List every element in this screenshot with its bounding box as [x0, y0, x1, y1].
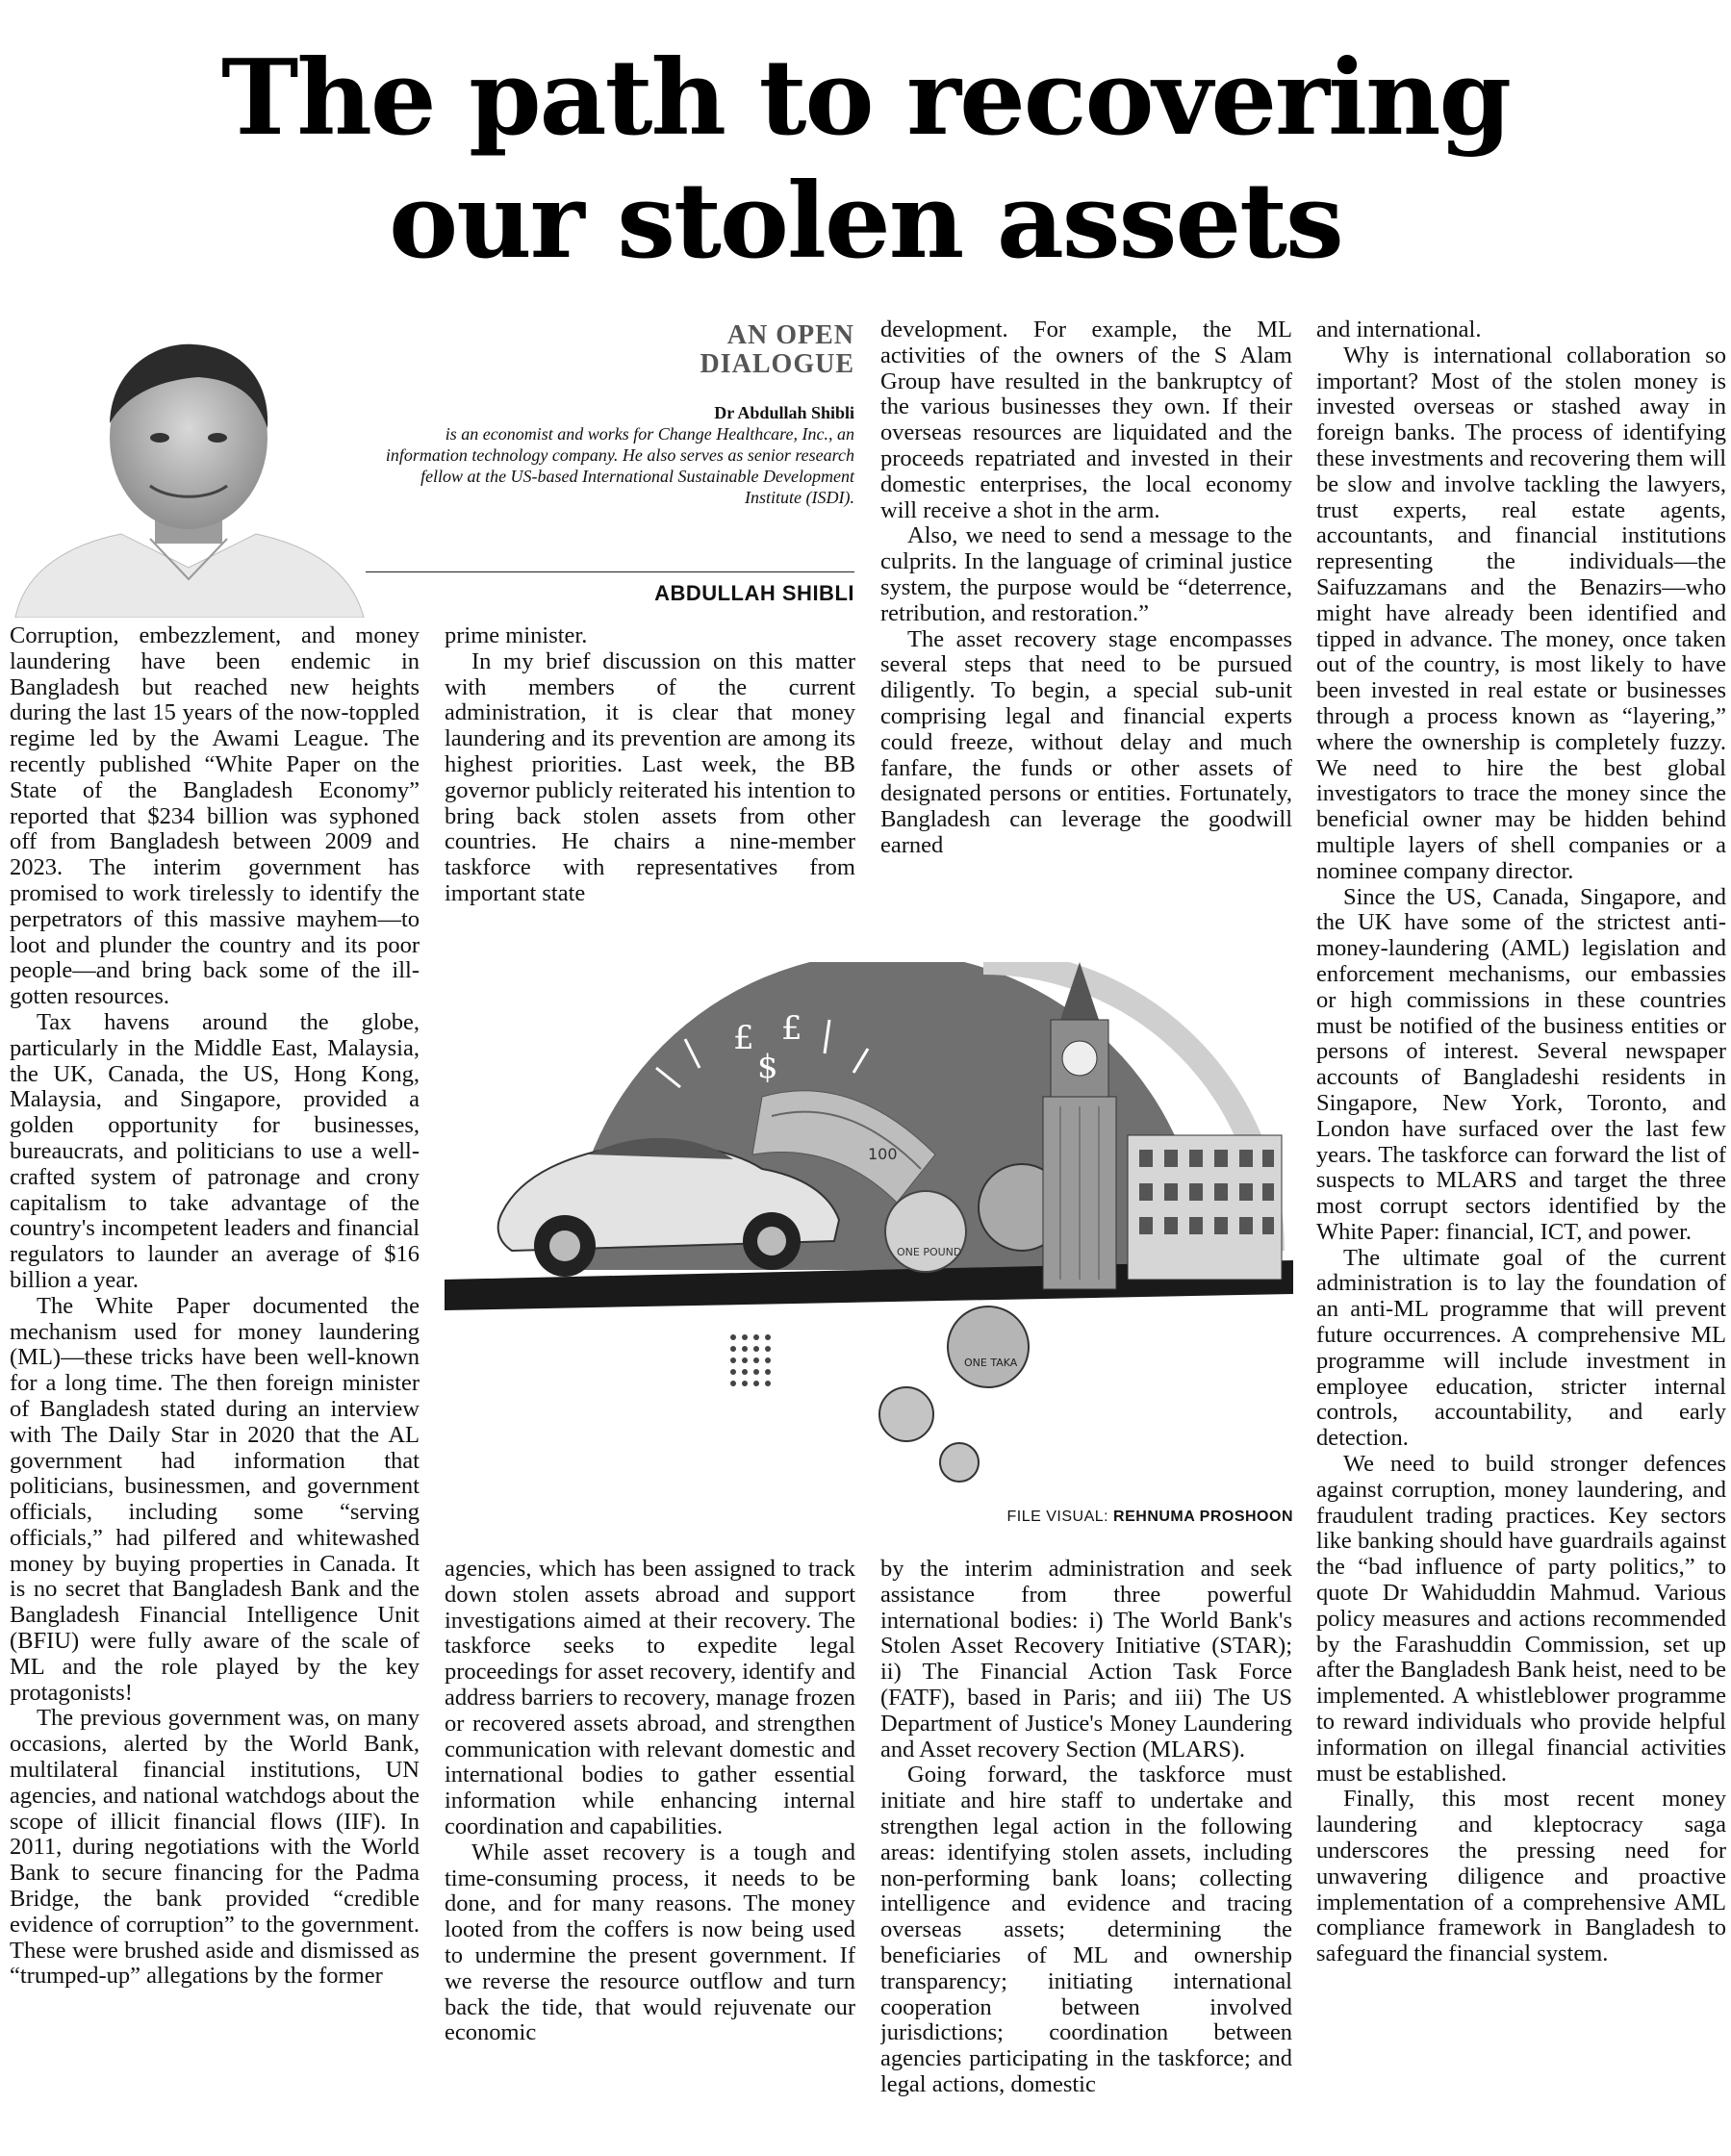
paragraph: agencies, which has been assigned to track down stolen assets abroad and support investigations aimed at their recovery. The taskforce seeks to expedite legal proceedings for asset recovery, identify and address barriers to recovery, manage frozen or recovered assets abroad, and strengthen communication with relevant domestic and international bodies to gather essential information while enhancing internal coordination and capabilities. [445, 1557, 855, 1839]
paragraph: and international. [1316, 317, 1482, 342]
body-column-3-top [880, 317, 1292, 939]
dot-pattern-icon [730, 1334, 771, 1386]
headline [0, 37, 1731, 283]
svg-text:£: £ [781, 1009, 802, 1048]
paragraph: Why is international collaboration so important? Most of the stolen money is invested overseas or stashed away in foreign banks. The process of identifying these investments and recovering them will be slow and involve tackling the lawyers, trust experts, real estate agents, accountants, and financial institutions representing the individuals—the Saifuzzamans and the Benazirs—who might have already been identified and tipped in advance. The money, once taken out of the country, is most likely to have been invested in real estate or businesses through a process known as “layering,” where the ownership is completely fuzzy. We need to hire the best global investigators to trace the money since the beneficial owner may be hidden behind multiple layers of shell companies or a nominee company director. [1316, 342, 1726, 884]
illustration [445, 962, 1293, 1501]
column-label-line-2: DIALOGUE [700, 349, 854, 379]
paragraph: The White Paper documented the mechanism used for money laundering (ML)—these tricks have been well-known for a long time. The then foreign minister of Bangladesh stated during an interview with The Daily Star in 2020 that the AL government had information that politicians, businessmen, and government officials, including some “serving officials,” had pilfered and whitewashed money by buying properties in Canada. It is no secret that Bangladesh Bank and the Bangladesh Financial Intelligence Unit (BFIU) were fully aware of the scale of ML and the role played by the key protagonists! [10, 1292, 420, 1706]
credit-name: REHNUMA PROSHOON [1113, 1509, 1293, 1525]
body-column-3-bottom [880, 1557, 1292, 2149]
svg-text:$: $ [757, 1048, 778, 1086]
headline-line-2: our stolen assets [389, 161, 1342, 282]
building-icon [1128, 1135, 1282, 1280]
column-label-line-1: AN OPEN [726, 320, 854, 350]
paragraph: In my brief discussion on this matter with members of the current administration, it is clear that money laundering and its prevention are among its highest priorities. Last week, the BB governor publicly reiterated his intention to bring back stolen assets from other countries. He chairs a nine-member taskforce with representatives from important state [445, 647, 855, 906]
credit-label: FILE VISUAL: [1006, 1509, 1109, 1525]
author-portrait [6, 327, 371, 618]
svg-text:ONE POUND: ONE POUND [897, 1246, 962, 1258]
paragraph: While asset recovery is a tough and time-consuming process, it needs to be done, and for many reasons. The money looted from the coffers is now being used to undermine the present government. If we reverse the resource outflow and turn back the tide, that would rejuvenate our economic [445, 1839, 855, 2046]
paragraph: development. For example, the ML activities of the owners of the S Alam Group have resulted in the bankruptcy of the various businesses they own. If their overseas resources are liquidated and the proceeds repatriated and invested in their domestic enterprises, the local economy will receive a shot in the arm. [880, 317, 1292, 523]
svg-text:100: 100 [868, 1145, 898, 1163]
paragraph: We need to build stronger defences against corruption, money laundering, and fraudulent trading practices. Key sectors like banking should have guardrails against the “bad influence of party politics,” to quote Dr Wahiduddin Mahmud. Various policy measures and actions recommended by the Farashuddin Commission, set up after the Bangladesh Bank heist, need to be implemented. A whistleblower programme to reward individuals who provide helpful information on illegal financial activities must be established. [1316, 1451, 1726, 1787]
byline-rule [366, 571, 854, 572]
paragraph: The ultimate goal of the current administration is to lay the foundation of an anti-ML programme that will prevent future occurrences. A comprehensive ML programme will include investment in employee education, stricter internal controls, accountability, and early detection. [1316, 1244, 1726, 1452]
author-name: Dr Abdullah Shibli [714, 403, 854, 422]
body-column-2-top [445, 623, 855, 939]
byline: ABDULLAH SHIBLI [654, 581, 854, 605]
byline-block [0, 310, 854, 618]
paragraph: prime minister. [445, 623, 588, 648]
image-credit [445, 1509, 1293, 1526]
body-column-2-bottom [445, 1557, 855, 2149]
svg-text:ONE TAKA: ONE TAKA [964, 1357, 1018, 1369]
paragraph: Tax havens around the globe, particularly in the Middle East, Malaysia, the UK, Canada, the US, Hong Kong, Malaysia, and Singapore, provided a golden opportunity for businesses, bureaucrats, and politicians to use a well-crafted system of patronage and crony capitalism to take advantage of the country's incompetent leaders and financial regulators to launder an average of $16 billion a year. [10, 1008, 420, 1293]
paragraph: Also, we need to send a message to the culprits. In the language of criminal justice system, the purpose would be “deterrence, retribution, and restoration.” [880, 522, 1292, 626]
body-column-1 [10, 623, 420, 2149]
column-label [700, 321, 854, 379]
paragraph: Going forward, the taskforce must initiate and hire staff to undertake and strengthen legal action in the following areas: identifying stolen assets, including non-performing bank loans; collecting intelligence and evidence and tracing overseas assets; determining the beneficiaries of ML and ownership transparency; initiating international cooperation between involved jurisdictions; coordination between agencies participating in the taskforce; and legal actions, domestic [880, 1762, 1292, 2097]
headline-line-1: The path to recovering [220, 38, 1511, 159]
author-description: is an economist and works for Change Healthcare, Inc., an information technology company. He also serves as senior research fellow at the US-based International Sustainable Development Institute (ISDI). [385, 424, 854, 507]
paragraph: The previous government was, on many occasions, alerted by the World Bank, multilateral financial institutions, UN agencies, and national watchdogs about the scope of illicit financial flows (IIF). In 2011, during negotiations with the World Bank to secure financing for the Padma Bridge, the bank provided “credible evidence of corruption” to the government. These were brushed aside and dismissed as “trumped-up” allegations by the former [10, 1705, 420, 1990]
paragraph: The asset recovery stage encompasses several steps that need to be pursued diligently. To begin, a special sub-unit comprising legal and financial experts could freeze, without delay and much fanfare, the funds or other assets of designated persons or entities. Fortunately, Bangladesh can leverage the goodwill earned [880, 625, 1292, 858]
author-bio [373, 402, 854, 508]
paragraph: Since the US, Canada, Singapore, and the UK have some of the strictest anti-money-laundering (AML) legislation and enforcement mechanisms, our embassies or high commissions in these countries must be notified of the business entities or persons of interest. Several newspaper accounts of Bangladeshi residents in Singapore, New York, Toronto, and London have surfaced over the last few years. The taskforce can forward the list of suspects to MLARS and target the three most corrupt sectors identified by the White Paper: financial, ICT, and power. [1316, 883, 1726, 1245]
paragraph: Corruption, embezzlement, and money laundering have been endemic in Bangladesh but reached new heights during the last 15 years of the now-toppled regime led by the Awami League. The recently published “White Paper on the State of the Bangladesh Economy” reported that $234 billion was syphoned off from Bangladesh between 2009 and 2023. The interim government has promised to work tirelessly to identify the perpetrators of this massive mayhem—to loot and plunder the country and its poor people—and bring back some of the ill-gotten resources. [10, 623, 420, 1010]
svg-text:£: £ [733, 1019, 754, 1057]
paragraph: by the interim administration and seek assistance from three powerful international bodies: i) The World Bank's Stolen Asset Recovery Initiative (STAR); ii) The Financial Action Task Force (FATF), based in Paris; and iii) The US Department of Justice's Money Laundering and Asset recovery Section (MLARS). [880, 1557, 1292, 1763]
paragraph: Finally, this most recent money laundering and kleptocracy saga underscores the pressing need for unwavering diligence and proactive implementation of a comprehensive AML compliance framework in Bangladesh to safeguard the financial system. [1316, 1786, 1726, 1967]
body-column-4 [1316, 317, 1726, 2149]
